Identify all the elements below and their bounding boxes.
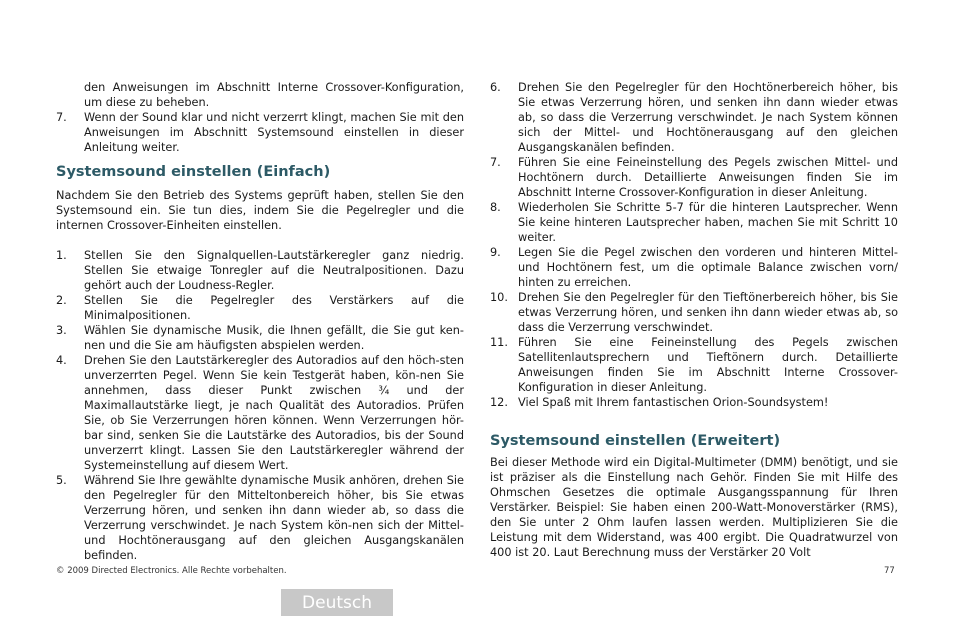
list-item: [56, 248, 464, 293]
copyright-notice: © 2009 Directed Electronics. Alle Rechte vorbehalten.: [56, 566, 287, 576]
list-item-text: Führen Sie eine Feineinstellung des Pegels zwischen Satellitenlautsprechern und Tieftönern durch. Detaillierte Anweisungen finden Sie im Abschnitt Interne Crossover-Konfiguration in dieser Anleitung.: [518, 336, 898, 394]
step-list-continued: [490, 80, 898, 410]
continued-step-text: den Anweisungen im Abschnitt Interne Crossover-Konfiguration, um diese zu beheben.: [84, 81, 464, 109]
list-item-number: 4.: [56, 354, 67, 367]
list-item-number: 9.: [490, 246, 501, 259]
list-item-number: 8.: [490, 201, 501, 214]
language-tab: Deutsch: [281, 589, 393, 616]
list-item-text: Wenn der Sound klar und nicht verzerrt klingt, machen Sie mit den Anweisungen im Abschnitt Systemsound einstellen in dieser Anleitung weiter.: [84, 111, 464, 154]
list-item-number: 11.: [490, 336, 508, 349]
list-item-text: Drehen Sie den Pegelregler für den Tieftönerbereich höher, bis Sie etwas Verzerrung hören, und senken ihn dann wieder etwas ab, so dass die Verzerrung verschwindet.: [518, 291, 898, 334]
intro-step-list: [56, 110, 464, 155]
list-item: [490, 80, 898, 155]
list-item: [56, 353, 464, 473]
list-item-number: 7.: [490, 156, 501, 169]
list-item-text: Legen Sie die Pegel zwischen den vorderen und hinteren Mittel- und Hochtönern fest, um die optimale Balance zwischen vorn/ hinten zu erreichen.: [518, 246, 898, 289]
list-item: [490, 245, 898, 290]
list-item: [490, 395, 898, 410]
list-item-text: Drehen Sie den Lautstärkeregler des Autoradios auf den höch-sten unverzerrten Pegel. Wenn Sie kein Testgerät haben, kön-nen Sie annehmen, dass dieser Punkt zwischen ¾ und der Maximallautstärke liegt, je nach Qualität des Autoradios. Prüfen Sie, ob Sie Verzerrungen hören können. Wenn Verzerrungen hör-bar sind, senken Sie die Lautstärke des Autoradios, bis der Sound unverzerrt klingt. Lassen Sie den Lautstärkeregler während der Systemeinstellung auf diesem Wert.: [84, 354, 464, 472]
list-item-text: Stellen Sie die Pegelregler des Verstärkers auf die Minimalpositionen.: [84, 294, 464, 322]
section-heading-simple: Systemsound einstellen (Einfach): [56, 164, 331, 180]
list-item-text: Drehen Sie den Pegelregler für den Hochtönerbereich höher, bis Sie etwas Verzerrung hören, und senken ihn dann wieder etwas ab, so dass die Verzerrung verschwindet. Je nach System können sich der Mittel- und Hochtönerausgang auf den gleichen Ausgangskanälen befinden.: [518, 81, 898, 154]
list-item-number: 12.: [490, 396, 508, 409]
list-item: [490, 335, 898, 395]
section-heading-advanced: Systemsound einstellen (Erweitert): [490, 433, 781, 449]
list-item-text: Wiederholen Sie Schritte 5-7 für die hinteren Lautsprecher. Wenn Sie keine hinteren Lautsprecher haben, machen Sie mit Schritt 10 weiter.: [518, 201, 898, 244]
list-item: [56, 473, 464, 563]
section-paragraph: Bei dieser Methode wird ein Digital-Multimeter (DMM) benötigt, und sie ist präziser als die Einstellung nach Gehör. Finden Sie mit Hilfe des Ohmschen Gesetzes die optimale Ausgangsspannung für Ihren Verstärker. Beispiel: Sie haben einen 200-Watt-Monoverstärker (RMS), den Sie unter 2 Ohm laufen lassen werden. Multiplizieren Sie die Leistung mit dem Widerstand, was 400 ergibt. Die Quadratwurzel von 400 ist 20. Laut Berechnung muss der Verstärker 20 Volt: [490, 456, 898, 559]
list-item: [56, 110, 464, 155]
list-item-text: Viel Spaß mit Ihrem fantastischen Orion-Soundsystem!: [518, 396, 829, 409]
page-number: 77: [884, 566, 895, 576]
right-column: [490, 80, 898, 560]
list-item-number: 5.: [56, 474, 67, 487]
list-item-number: 7.: [56, 111, 67, 124]
list-item-text: Während Sie Ihre gewählte dynamische Musik anhören, drehen Sie den Pegelregler für den Mitteltonbereich höher, bis Sie etwas Verzerrung hören, und senken ihn dann wieder ab, so dass die Verzerrung verschwindet. Je nach System kön-nen sich der Mittel- und Hochtönerausgang auf den gleichen Ausgangskanälen befinden.: [84, 474, 464, 562]
step-list: [56, 248, 464, 563]
section-paragraph: Nachdem Sie den Betrieb des Systems geprüft haben, stellen Sie den Systemsound ein. Sie tun dies, indem Sie die Pegelregler und die internen Crossover-Einheiten einstellen.: [56, 189, 464, 232]
list-item: [490, 200, 898, 245]
list-item-text: Wählen Sie dynamische Musik, die Ihnen gefällt, die Sie gut ken-nen und die Sie am häufigsten abspielen werden.: [84, 324, 464, 352]
list-item-number: 3.: [56, 324, 67, 337]
list-item-number: 1.: [56, 249, 67, 262]
list-item: [490, 155, 898, 200]
list-item-text: Stellen Sie den Signalquellen-Lautstärkeregler ganz niedrig. Stellen Sie etwaige Tonregler auf die Neutralpositionen. Dazu gehört auch der Loudness-Regler.: [84, 249, 464, 292]
list-item-number: 2.: [56, 294, 67, 307]
list-item: [56, 323, 464, 353]
list-item: [56, 293, 464, 323]
list-item-number: 10.: [490, 291, 508, 304]
left-column: [56, 80, 464, 563]
list-item: [490, 290, 898, 335]
list-item-number: 6.: [490, 81, 501, 94]
list-item-text: Führen Sie eine Feineinstellung des Pegels zwischen Mittel- und Hochtönern durch. Detaillierte Anweisungen finden Sie im Abschnitt Interne Crossover-Konfiguration in dieser Anleitung.: [518, 156, 898, 199]
